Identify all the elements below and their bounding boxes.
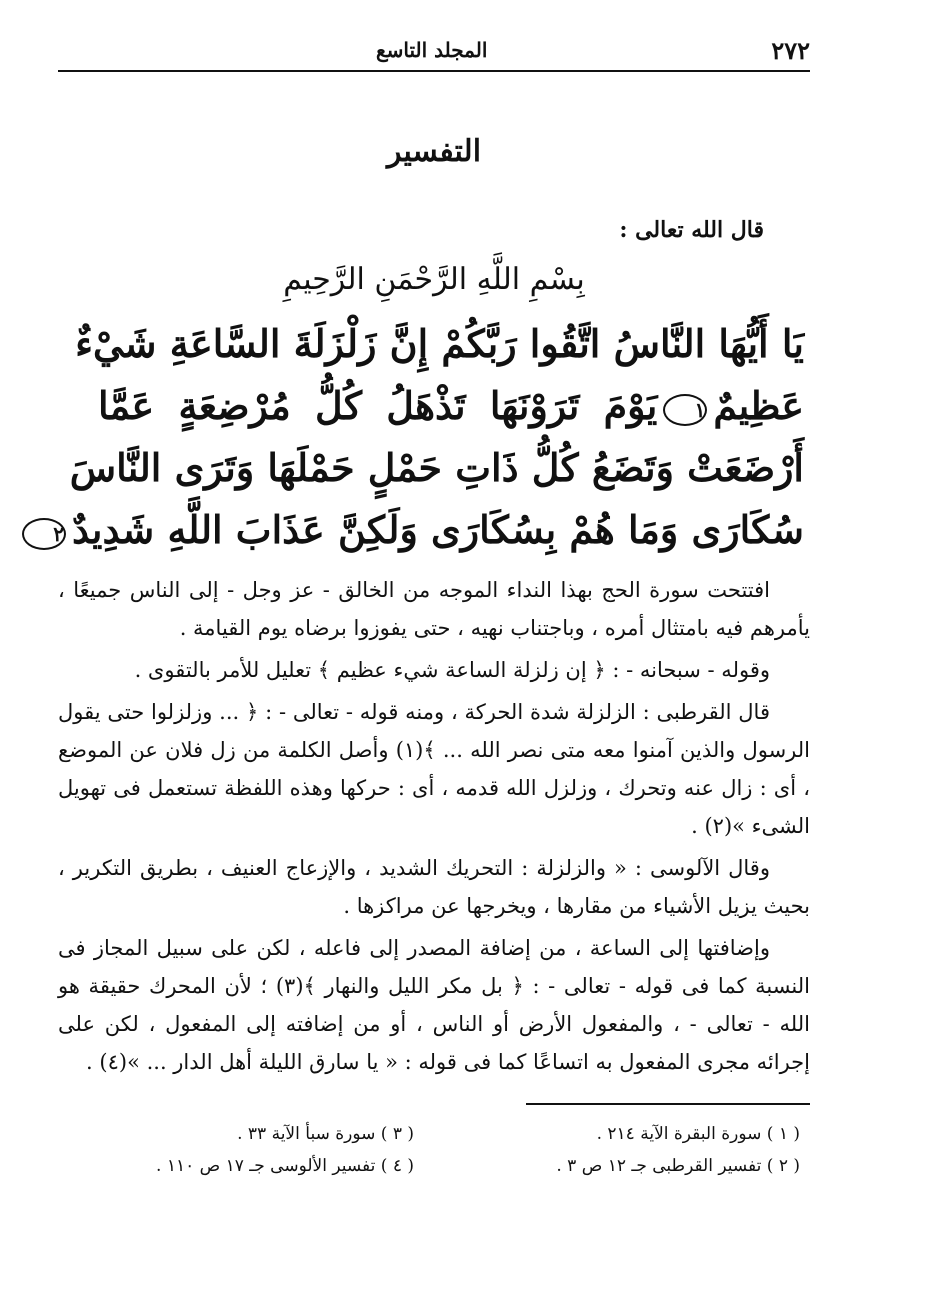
verse-line (98, 375, 804, 437)
verse-text: سُكَارَى وَمَا هُمْ بِسُكَارَى وَلَكِنَّ عَذَابَ اللَّهِ شَدِيدٌ (71, 507, 804, 552)
page-number: ٢٧٢ (771, 36, 810, 65)
verse-line: يَا أَيُّهَا النَّاسُ اتَّقُوا رَبَّكُمْ إِنَّ زَلْزَلَةَ السَّاعَةِ شَيْءٌ (75, 321, 804, 366)
body-paragraph: افتتحت سورة الحج بهذا النداء الموجه من الخالق - عز وجل - إلى الناس جميعًا ، يأمرهم فيه بامتثال أمره ، وباجتناب نهيه ، حتى يفوزوا برضاه يوم القيامة . (58, 578, 810, 640)
body-paragraph: وقال الآلوسى : « والزلزلة : التحريك الشديد ، والإزعاج العنيف ، بطريق التكرير ، بحيث يزيل الأشياء من مقارها ، ويخرجها عن مراكزها . (58, 856, 810, 918)
body-paragraph: قال القرطبى : الزلزلة شدة الحركة ، ومنه قوله - تعالى - : ﴿ ... وزلزلوا حتى يقول الرسول والذين آمنوا معه متى نصر الله ... ﴾(١) وأصل الكلمة من زل فلان عن الموضع ، أى : زال عنه وتحرك ، وزلزل الله قدمه ، أى : حركها وهذه اللفظة تستعمل فى تهويل الشىء »(٢) . (58, 700, 810, 838)
section-title: التفسير (386, 134, 482, 169)
body-paragraph: وقوله - سبحانه - : ﴿ إن زلزلة الساعة شيء عظيم ﴾ تعليل للأمر بالتقوى . (134, 658, 770, 682)
verse-text: عَظِيمٌ (713, 383, 804, 428)
volume-label: المجلد التاسع (376, 38, 488, 62)
verse-text: يَوْمَ تَرَوْنَهَا تَذْهَلُ كُلُّ مُرْضِعَةٍ عَمَّا (98, 383, 658, 428)
quran-verses (53, 313, 804, 561)
verse-number-marker: ٢ (22, 518, 66, 550)
verse-line (53, 499, 804, 561)
footnotes (58, 1121, 810, 1179)
book-page (53, 30, 810, 1179)
verse-number-marker: ١ (663, 394, 707, 426)
footnote: ( ٤ ) تفسير الألوسى جـ ١٧ ص ١١٠ . (156, 1156, 414, 1176)
verse-line: أَرْضَعَتْ وَتَضَعُ كُلُّ ذَاتِ حَمْلٍ حَمْلَهَا وَتَرَى النَّاسَ (69, 445, 804, 490)
body-paragraph: وإضافتها إلى الساعة ، من إضافة المصدر إلى فاعله ، لكن على سبيل المجاز فى النسبة كما فى قوله - تعالى - : ﴿ بل مكر الليل والنهار ﴾(٣) ؛ لأن المحرك حقيقة هو الله - تعالى - ، والمفعول الأرض أو الناس ، أو من إضافته إلى المفعول ، لكن على إجرائه مجرى المفعول به اتساعًا كما فى قوله : « يا سارق الليلة أهل الدار ... »(٤) . (58, 936, 810, 1074)
footnote: ( ١ ) سورة البقرة الآية ٢١٤ . (596, 1124, 800, 1144)
basmala: بِسْمِ اللَّهِ الرَّحْمَنِ الرَّحِيمِ (283, 262, 585, 297)
intro-text: قال الله تعالى : (619, 217, 764, 243)
footnote: ( ٢ ) تفسير القرطبى جـ ١٢ ص ٣ . (556, 1156, 800, 1176)
footnote: ( ٣ ) سورة سبأ الآية ٣٣ . (237, 1124, 414, 1144)
footnote-divider (526, 1103, 810, 1105)
page-header (58, 30, 810, 72)
